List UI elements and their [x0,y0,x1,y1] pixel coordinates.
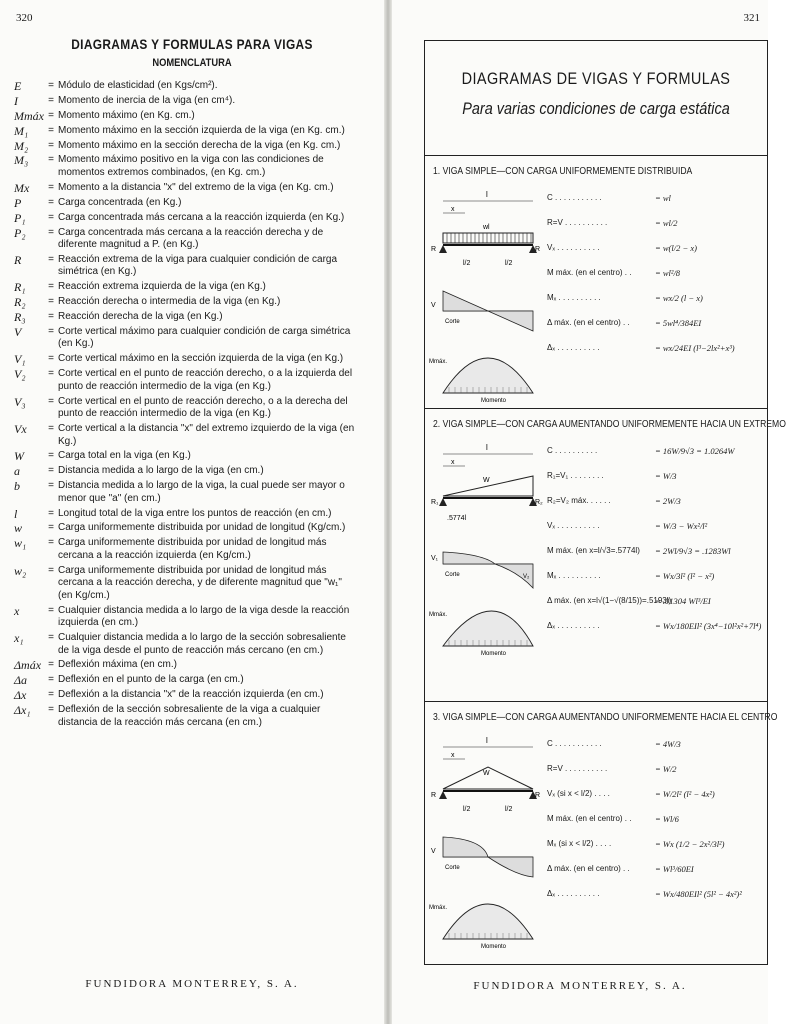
formula-value: = 16W/9√3 = 1.0264W [655,445,735,456]
symbol-description: Momento a la distancia "x" del extremo de la viga (en Kg. cm.) [58,181,334,193]
formula-row [547,756,765,781]
page-number: 320 [16,12,33,24]
shear-negative [488,857,533,877]
symbol-description: Deflexión a la distancia "x" de la reacción izquierda (en cm.) [58,689,324,701]
right-support-label: R [535,246,541,253]
formula-value: = 2Wl/9√3 = .1283Wl [655,545,731,556]
equals-sign: = [48,450,54,462]
equals-sign: = [48,704,54,716]
formula-label: Mₓ . . . . . . . . . . [547,293,601,302]
symbol-description: Momento máximo positivo en la viga con las condiciones de momentos extremos combinados, (en Kg. cm.) [58,154,324,178]
symbol-description: Carga concentrada más cercana a la reacción derecha y de diferente magnitud a P. (en Kg.) [58,226,324,251]
equals-sign: = [48,311,54,323]
span-label: l [486,443,488,452]
shear-label: Corte [445,572,460,578]
equals-sign: = [48,632,54,644]
symbol-description: Momento máximo en la sección izquierda de la viga (en Kg. cm.) [58,124,345,136]
nomenclature-item [14,605,359,630]
formula-row [547,260,765,285]
book-spine [384,0,392,1024]
publisher-footer: FUNDIDORA MONTERREY, S. A. [85,978,299,990]
symbol: M₂ [14,138,29,153]
formula-label: M máx. (en x=l/√3=.5774l) [547,546,640,555]
formula-label: Δ máx. (en el centro) . . [547,864,630,873]
symbol: Δx [14,688,27,703]
formula-row [547,438,765,463]
symbol-description: Momento de inercia de la viga (en cm⁴). [58,94,236,106]
formula-label: R₂=V₂ máx. . . . . . [547,496,611,505]
symbol: M₃ [14,153,29,168]
formula-value: = W/2 [655,763,677,774]
symbol-description: Momento máximo (en Kg. cm.) [58,109,195,121]
formula-label: R=V . . . . . . . . . . [547,764,608,773]
shear-symbol: V [431,848,436,855]
equals-sign: = [48,465,54,477]
symbol: P₂ [14,225,26,240]
symbol: a [14,464,20,479]
equals-sign: = [48,124,54,136]
formula-row [547,538,765,563]
equals-sign: = [48,154,54,166]
nomenclature-item [14,227,359,252]
nomenclature-item [14,522,359,535]
formula-row [547,488,765,513]
equals-sign: = [48,196,54,208]
nomenclature-item [14,632,359,657]
nomenclature-item [14,182,359,195]
frame-title: DIAGRAMAS DE VIGAS Y FORMULAS [461,69,731,88]
formula-value: = Wx (1/2 − 2x²/3l²) [655,838,725,849]
nomenclature-item [14,508,359,521]
formula-value: = w(l/2 − x) [655,242,697,253]
symbol: Δa [14,673,28,688]
formula-label: Δₓ . . . . . . . . . . [547,889,600,898]
moment-curve [443,904,533,939]
symbol: P₁ [14,210,26,225]
symbol-description: Distancia medida a lo largo de la viga, la cual puede ser mayor o menor que "a" (en cm.) [58,480,345,504]
uniform-load-block [443,233,533,243]
symbol-description: Reacción extrema izquierda de la viga (en Kg.) [58,281,266,293]
equals-sign: = [48,253,54,265]
left-support-icon [439,791,447,799]
symbol-description: Deflexión de la sección sobresaliente de la viga a cualquier distancia de la reacción más cercana (en cm.) [58,704,321,728]
formula-value: = 4W/3 [655,738,681,749]
symbol: P [14,195,22,210]
formula-row [547,781,765,806]
symbol: R₁ [14,280,26,295]
nomenclature-item [14,659,359,672]
symbol-description: Corte vertical en el punto de reacción derecho, o a la derecha del punto de reacción intermedio de la viga (en Kg.) [58,395,348,420]
symbol-description: Corte vertical en el punto de reacción derecho, o a la izquierda del punto de reacción intermedio de la viga (en Kg.) [58,368,353,392]
equals-sign: = [48,674,54,686]
symbol: w₁ [14,536,27,551]
symbol: b [14,479,20,494]
nomenclature-item [14,537,359,562]
formula-label: Δₓ . . . . . . . . . . [547,343,600,352]
symbol: Δmáx [14,658,42,673]
formula-value: = Wx/480EIl² (5l² − 4x²)² [655,888,742,899]
formula-row [547,881,765,906]
symbol-description: Carga uniformemente distribuida por unidad de longitud más cercana a la reacción izquierda (en Kg/cm.) [58,537,327,561]
formula-row [547,831,765,856]
nomenclature-item [14,674,359,687]
formula-row [547,513,765,538]
formula-row [547,588,765,613]
publisher-footer: FUNDIDORA MONTERREY, S. A. [473,980,687,992]
symbol-description: Deflexión máxima (en cm.) [58,659,177,671]
page-title: DIAGRAMAS Y FORMULAS PARA VIGAS [71,36,313,52]
nomenclature-item [14,296,359,309]
beam-case-2 [425,412,786,702]
beam-case-3 [425,705,778,965]
formula-row [547,285,765,310]
moment-symbol: Mmáx. [429,612,447,618]
half-span-label: l/2 [505,806,513,813]
load-label: wl [483,224,490,231]
symbol: V [14,324,22,339]
nomenclature-item [14,326,359,351]
symbol: V₂ [14,367,26,382]
formula-row [547,463,765,488]
shear-symbol: V [431,302,436,309]
shear-positive [443,837,488,857]
equals-sign: = [48,226,54,238]
symbol: I [14,93,18,108]
formula-label: C . . . . . . . . . . [547,446,598,455]
formula-row [547,613,765,638]
nomenclature-item [14,704,359,729]
half-span-label: l/2 [463,260,471,267]
equals-sign: = [48,109,54,121]
formula-value: = Wl/6 [655,813,679,824]
formula-label: M máx. (en el centro) . . [547,814,632,823]
beam-diagram [429,436,541,660]
formula-value: = Wx/180EIl² (3x⁴−10l²x²+7l⁴) [655,620,762,631]
formula-row [547,856,765,881]
formula-label: Mₓ . . . . . . . . . . [547,571,601,580]
formula-row [547,235,765,260]
symbol-description: Cualquier distancia medida a lo largo de la sección sobresaliente de la viga desde el punto de reacción más cercano (en cm.) [58,632,346,656]
symbol-description: Deflexión en el punto de la carga (en cm.) [58,674,244,686]
distance-label: .5774l [447,515,467,522]
equals-sign: = [48,94,54,106]
symbol-description: Carga total en la viga (en Kg.) [58,450,191,462]
symbol-description: Corte vertical máximo para cualquier condición de carga simétrica (en Kg.) [58,325,351,350]
right-support-label: R [535,792,541,799]
x-label: x [451,752,455,759]
x-label: x [451,459,455,466]
formula-row [547,806,765,831]
right-shear-symbol: V₂ [523,574,530,580]
load-label: W [483,770,490,777]
nomenclature-item [14,396,359,421]
formula-value: = .01304 Wl³/EI [655,595,711,606]
equals-sign: = [48,281,54,293]
symbol: Mmáx [14,108,44,123]
formula-row [547,185,765,210]
moment-label: Momento [481,651,507,657]
formula-row [547,335,765,360]
equals-sign: = [48,296,54,308]
formula-value: = W/2l² (l² − 4x²) [655,788,715,799]
symbol-description: Módulo de elasticidad (en Kgs/cm²). [58,80,218,91]
formula-row [547,310,765,335]
equals-sign: = [48,325,54,337]
shear-negative [488,311,533,331]
formula-label: Δ máx. (en x=l√(1−√(8/15))=.5193l) [547,596,672,605]
nomenclature-item [14,212,359,225]
formula-label: Δ máx. (en el centro) . . [547,318,630,327]
symbol-description: Reacción extrema de la viga para cualquier condición de carga simétrica (en Kg.) [58,253,338,278]
nomenclature-item [14,423,359,448]
shear-label: Corte [445,865,460,871]
x-label: x [451,206,455,213]
symbol-description: Corte vertical a la distancia "x" del extremo izquierdo de la viga (en Kg.) [58,423,355,447]
equals-sign: = [48,507,54,519]
right-support-label: R₂ [535,499,543,506]
nomenclature-item [14,95,359,108]
formula-value: = Wx/3l² (l² − x²) [655,570,715,581]
left-support-icon [439,498,447,506]
formula-value: = wl [655,192,671,203]
nomenclature-item [14,480,359,505]
formula-value: = wx/2 (l − x) [655,292,703,303]
frame-subtitle: Para varias condiciones de carga estática [462,99,730,118]
equals-sign: = [48,522,54,534]
moment-label: Momento [481,944,507,950]
case-title: 3. VIGA SIMPLE—CON CARGA AUMENTANDO UNIFORMEMENTE HACIA EL CENTRO [433,711,778,723]
formula-label: C . . . . . . . . . . . [547,739,602,748]
nomenclature-item [14,110,359,123]
formula-value: = Wl³/60EI [655,863,694,874]
nomenclature-item [14,311,359,324]
equals-sign: = [48,368,54,380]
symbol: x [14,603,20,618]
equals-sign: = [48,604,54,616]
page-number: 321 [743,12,760,24]
formula-value: = W/3 − Wx²/l² [655,520,708,531]
beam-diagram [429,729,541,953]
symbol-description: Reacción derecha o intermedia de la viga (en Kg.) [58,296,281,308]
formula-row [547,731,765,756]
nomenclature-item [14,353,359,366]
symbol: E [14,79,22,93]
symbol: R₃ [14,310,26,325]
moment-curve [443,358,533,393]
formula-value: = wl²/8 [655,267,681,278]
symbol: w₂ [14,563,27,578]
diagram-frame [424,40,786,965]
moment-symbol: Mmáx. [429,359,447,365]
equals-sign: = [48,181,54,193]
nomenclature-item [14,254,359,279]
symbol: Mx [14,180,30,195]
symbol: R₂ [14,295,26,310]
equals-sign: = [48,689,54,701]
shear-symbol: V₁ [431,555,439,562]
case-title: 2. VIGA SIMPLE—CON CARGA AUMENTANDO UNIFORMEMENTE HACIA UN EXTREMO [433,418,786,430]
symbol-description: Cualquier distancia medida a lo largo de la viga desde la reacción izquierda (en cm.) [58,604,350,629]
left-page [0,0,384,1024]
equals-sign: = [48,537,54,549]
symbol-description: Carga uniformemente distribuida por unidad de longitud más cercana a la reacción derecha, y de diferente magnitud que "w₁" (en Kg/cm.) [58,564,342,601]
beam-case-1 [425,159,767,409]
right-page [392,0,786,1024]
equals-sign: = [48,395,54,407]
nomenclature-item [14,281,359,294]
formula-row [547,210,765,235]
shear-positive [443,552,495,564]
symbol: V₁ [14,352,26,367]
symbol: x₁ [14,631,24,646]
formula-label: R=V . . . . . . . . . . [547,218,608,227]
nomenclature-item [14,140,359,153]
symbol: Vx [14,422,27,437]
formula-label: Δₓ . . . . . . . . . . [547,621,600,630]
symbol: Δx₁ [14,703,31,718]
nomenclature-item [14,197,359,210]
formula-list [547,185,765,360]
formula-label: M máx. (en el centro) . . [547,268,632,277]
half-span-label: l/2 [463,806,471,813]
shear-label: Corte [445,319,460,325]
nomenclature-item [14,565,359,603]
formula-label: Vₓ (si x < l/2) . . . . [547,789,610,798]
left-support-icon [439,245,447,253]
formula-list [547,438,765,638]
formula-value: = wl/2 [655,217,678,228]
left-support-label: R [431,792,437,799]
formula-value: = wx/24EI (l³−2lx²+x³) [655,342,735,353]
formula-value: = W/3 [655,470,677,481]
symbol: l [14,506,18,521]
shear-positive [443,291,488,311]
left-support-label: R₁ [431,499,439,506]
symbol-description: Carga concentrada más cercana a la reacción izquierda (en Kg.) [58,211,345,223]
nomenclature-item [14,125,359,138]
symbol-description: Longitud total de la viga entre los puntos de reacción (en cm.) [58,507,332,519]
symbol: W [14,449,24,464]
nomenclature-list [14,80,359,732]
nomenclature-item [14,368,359,393]
formula-value: = 5wl⁴/384EI [655,317,702,328]
formula-row [547,563,765,588]
formula-list [547,731,765,906]
symbol-description: Distancia medida a lo largo de la viga (en cm.) [58,465,264,477]
half-span-label: l/2 [505,260,513,267]
symbol: w [14,521,23,536]
formula-label: Vₓ . . . . . . . . . . [547,243,600,252]
equals-sign: = [48,353,54,365]
formula-label: Vₓ . . . . . . . . . . [547,521,600,530]
equals-sign: = [48,211,54,223]
equals-sign: = [48,139,54,151]
beam-diagram [429,183,541,407]
load-label: W [483,477,490,484]
equals-sign: = [48,564,54,576]
equals-sign: = [48,659,54,671]
moment-label: Momento [481,398,507,404]
page-subtitle: NOMENCLATURA [152,57,232,69]
nomenclature-item [14,689,359,702]
nomenclature-item [14,80,359,93]
moment-symbol: Mmáx. [429,905,447,911]
formula-label: Mₓ (si x < l/2) . . . . [547,839,612,848]
nomenclature-item [14,154,359,179]
symbol-description: Corte vertical máximo en la sección izquierda de la viga (en Kg.) [58,353,344,365]
formula-label: R₁=V₁ . . . . . . . . [547,471,604,480]
symbol: M₁ [14,123,29,138]
equals-sign: = [48,480,54,492]
span-label: l [486,736,488,745]
left-support-label: R [431,246,437,253]
symbol-description: Carga concentrada (en Kg.) [58,196,182,208]
symbol-description: Reacción derecha de la viga (en Kg.) [58,311,223,323]
symbol: R [14,252,22,267]
symbol-description: Carga uniformemente distribuida por unidad de longitud (Kg/cm.) [58,522,346,534]
formula-label: C . . . . . . . . . . . [547,193,602,202]
span-label: l [486,190,488,199]
frame-header [425,41,767,156]
case-title: 1. VIGA SIMPLE—CON CARGA UNIFORMEMENTE DISTRIBUIDA [433,165,693,177]
equals-sign: = [48,80,54,91]
moment-curve [443,611,533,646]
nomenclature-item [14,465,359,478]
symbol-description: Momento máximo en la sección derecha de la viga (en Kg. cm.) [58,139,341,151]
symbol: V₃ [14,394,26,409]
equals-sign: = [48,423,54,435]
nomenclature-item [14,450,359,463]
formula-value: = 2W/3 [655,495,681,506]
